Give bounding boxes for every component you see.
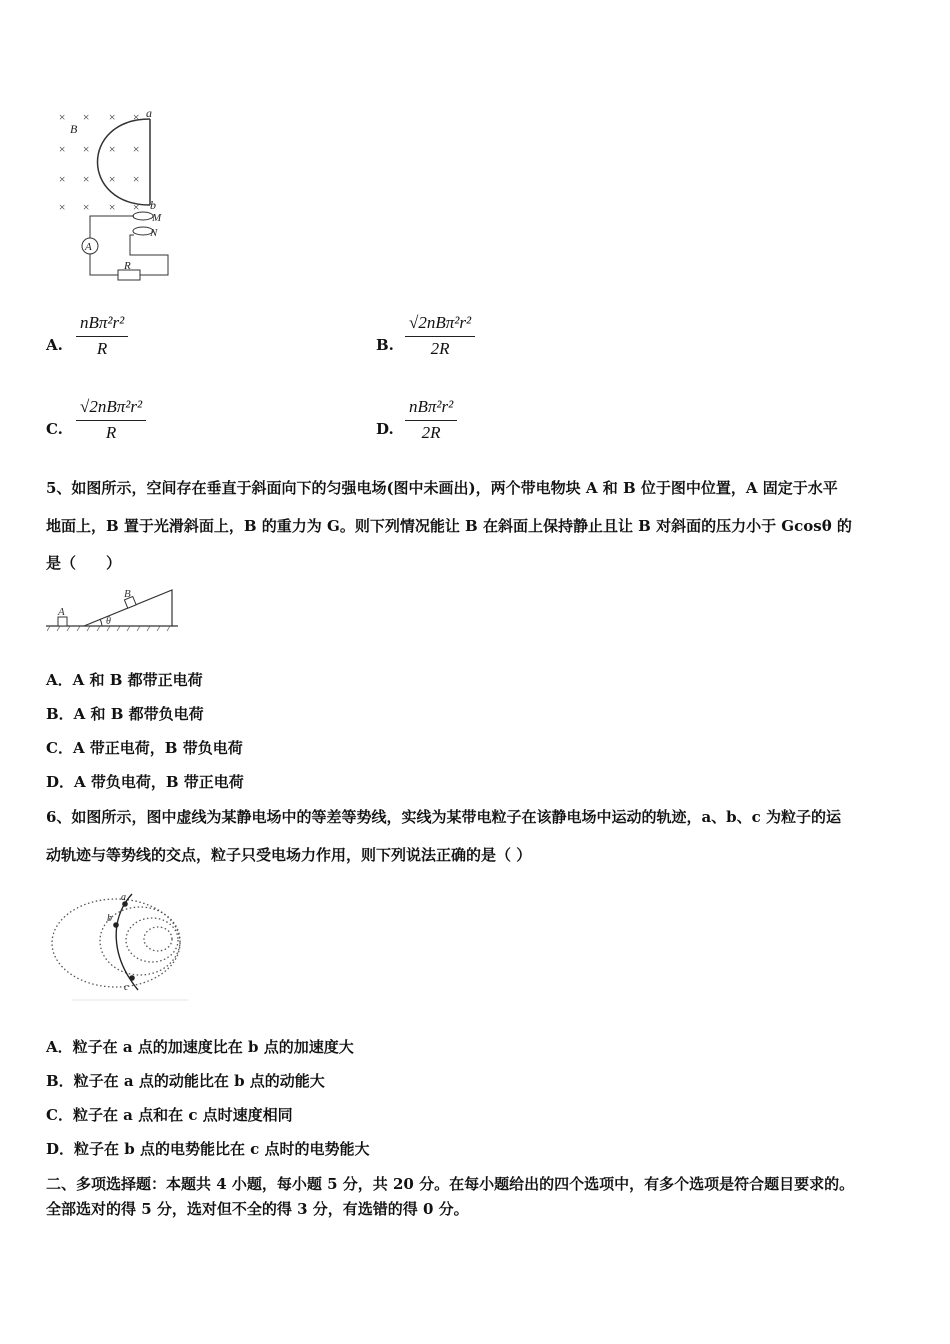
- q6-stem-line2: 动轨迹与等势线的交点，粒子只受电场力作用，则下列说法正确的是（ ）: [46, 846, 532, 864]
- q4-label-ammeter: A: [85, 241, 92, 253]
- q6-label-c: c: [124, 982, 129, 993]
- q4-label-a: a: [146, 106, 152, 120]
- q4-label-b: b: [150, 198, 156, 212]
- q4-option-a-fraction: [76, 313, 128, 359]
- q6-label-a: a: [121, 892, 126, 903]
- section2-line2: 全部选对的得 5 分，选对但不全的得 3 分，有选错的得 0 分。: [46, 1200, 469, 1218]
- svg-text:×: ×: [132, 200, 141, 214]
- q4-label-M: M: [152, 212, 162, 224]
- q4-option-c-label: C.: [46, 420, 63, 438]
- q5-label-B: B: [124, 588, 131, 600]
- svg-text:×: ×: [132, 142, 141, 156]
- q4-option-b-num: √2nBπ²r²: [405, 313, 475, 337]
- q4-option-b-den: 2R: [430, 339, 450, 358]
- svg-text:×: ×: [82, 172, 91, 186]
- q5-incline-figure: [46, 586, 181, 634]
- svg-text:×: ×: [82, 142, 91, 156]
- q6-option-a: A．粒子在 a 点的加速度比在 b 点的加速度大: [46, 1038, 354, 1056]
- q4-option-c-num: √2nBπ²r²: [76, 397, 146, 421]
- q5-stem-line1: 5、如图所示，空间存在垂直于斜面向下的匀强电场(图中未画出)，两个带电物块 A 和 B 位于图中位置，A 固定于水平: [46, 479, 838, 497]
- svg-text:×: ×: [58, 172, 67, 186]
- q4-option-d-den: 2R: [421, 423, 441, 442]
- svg-text:×: ×: [58, 142, 67, 156]
- q4-option-d-label: D.: [376, 420, 394, 438]
- q4-option-c-fraction: [76, 397, 146, 443]
- svg-text:×: ×: [132, 110, 141, 124]
- q4-label-R: R: [124, 260, 131, 272]
- q5-stem-line2: 地面上，B 置于光滑斜面上，B 的重力为 G。则下列情况能让 B 在斜面上保持静止且让 B 对斜面的压力小于 Gcosθ 的: [46, 517, 852, 535]
- q4-option-b-label: B.: [376, 336, 394, 354]
- q5-label-theta: θ: [106, 616, 111, 627]
- q6-option-c: C．粒子在 a 点和在 c 点时速度相同: [46, 1106, 293, 1124]
- svg-text:×: ×: [108, 142, 117, 156]
- svg-text:×: ×: [108, 172, 117, 186]
- q6-stem-line1: 6、如图所示，图中虚线为某静电场中的等差等势线，实线为某带电粒子在该静电场中运动的轨迹，a、b、c 为粒子的运: [46, 808, 842, 826]
- q5-option-c: C．A 带正电荷，B 带负电荷: [46, 739, 243, 757]
- q4-option-a-den: R: [96, 339, 108, 358]
- q5-stem-line3: 是（ ）: [46, 554, 122, 572]
- svg-text:×: ×: [108, 200, 117, 214]
- svg-text:×: ×: [82, 110, 91, 124]
- svg-text:×: ×: [108, 110, 117, 124]
- q4-option-a-num: nBπ²r²: [76, 313, 128, 337]
- svg-text:×: ×: [58, 110, 67, 124]
- q5-option-a: A．A 和 B 都带正电荷: [46, 671, 203, 689]
- q4-option-b-fraction: [405, 313, 475, 359]
- q6-option-b: B．粒子在 a 点的动能比在 b 点的动能大: [46, 1072, 325, 1090]
- q5-option-b: B．A 和 B 都带负电荷: [46, 705, 204, 723]
- q4-option-d-num: nBπ²r²: [405, 397, 457, 421]
- q4-option-c-den: R: [105, 423, 117, 442]
- q4-circuit-figure: [50, 105, 180, 285]
- svg-text:×: ×: [82, 200, 91, 214]
- q6-equipotential-figure: [48, 888, 188, 1006]
- svg-text:×: ×: [58, 200, 67, 214]
- q4-option-d-fraction: [405, 397, 457, 443]
- q6-label-b: b: [107, 913, 112, 924]
- q6-option-d: D．粒子在 b 点的电势能比在 c 点时的电势能大: [46, 1140, 370, 1158]
- section2-line1: 二、多项选择题：本题共 4 小题，每小题 5 分，共 20 分。在每小题给出的四个选项中，有多个选项是符合题目要求的。: [46, 1175, 855, 1193]
- q4-label-N: N: [150, 227, 158, 239]
- svg-text:×: ×: [132, 172, 141, 186]
- q4-option-a-label: A.: [46, 336, 63, 354]
- q5-option-d: D．A 带负电荷，B 带正电荷: [46, 773, 244, 791]
- q5-label-A: A: [58, 606, 65, 618]
- q4-label-B: B: [70, 122, 78, 136]
